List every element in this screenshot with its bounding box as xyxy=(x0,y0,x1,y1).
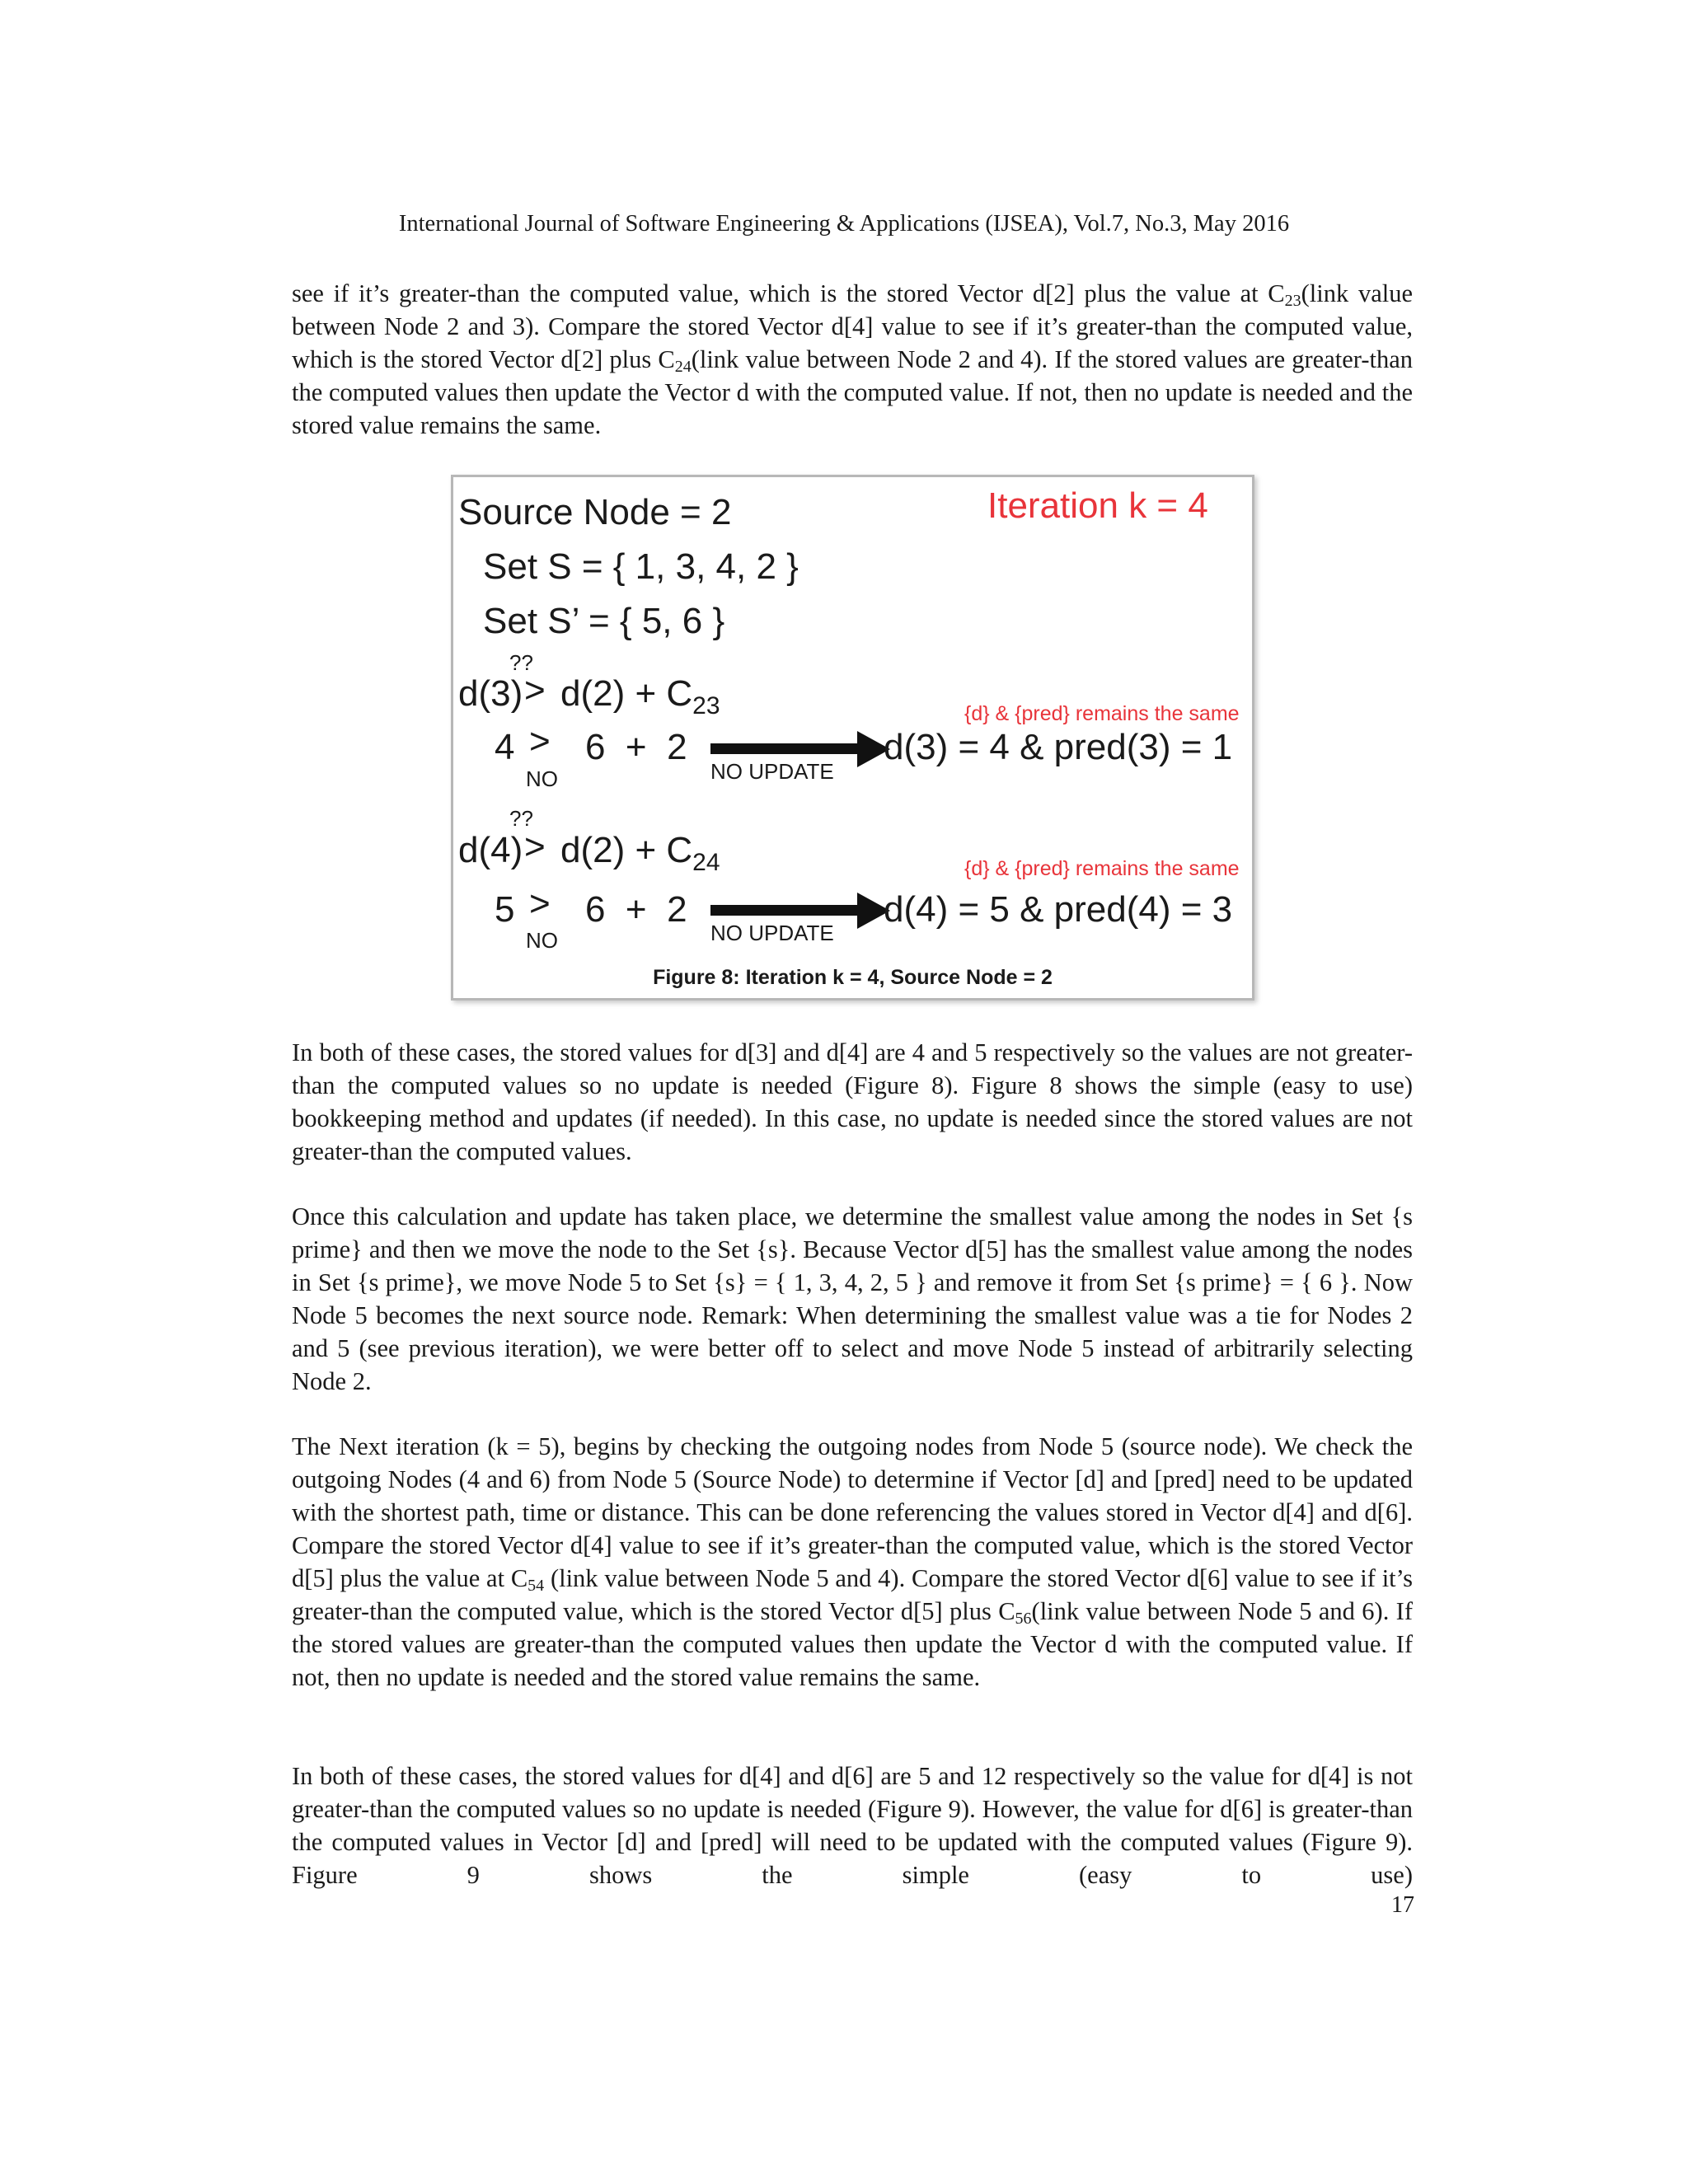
row2-val-lhs: 5 xyxy=(495,889,515,930)
paragraph-3: Once this calculation and update has taken place, we determine the smallest value among the nodes in Set {s prime} and then we move the node to the Set {s}. Because Vector d[5] has the smallest value among the nodes in Set {s prime}, we move Node 5 to Set {s} = { 1, 3, 4, 2, 5 } and remove it from Set {s prime} = { 6 }. Now Node 5 becomes the next source node. Remark: When determining the smallest value was a tie for Nodes 2 and 5 (see previous iteration), we were better off to select and move Node 5 instead of arbitrarily selecting Node 2. xyxy=(292,1202,1413,1395)
paragraph-2: In both of these cases, the stored values for d[3] and d[4] are 4 and 5 respectively so the values are not greater-than the computed values so no update is needed (Figure 8). Figure 8 shows the simple (easy to use) bookkeeping method and updates (if needed). In this case, no update is needed since the stored values are not greater-than the computed values. xyxy=(292,1038,1413,1165)
row1-result: d(3) = 4 & pred(3) = 1 xyxy=(884,727,1233,767)
row1-remains-note: {d} & {pred} remains the same xyxy=(964,702,1240,725)
row1-gt: > xyxy=(524,670,546,710)
row1-arrow-shaft xyxy=(710,743,860,754)
row1-lhs: d(3) xyxy=(458,673,523,714)
row2-no: NO xyxy=(526,928,558,953)
row1-rhs: $d(2) + C_{23}$ xyxy=(560,673,720,719)
iteration-label: Iteration k = 4 xyxy=(987,485,1208,526)
row1-val-lhs: 4 xyxy=(495,727,515,767)
row2-arrow-shaft xyxy=(710,905,860,916)
set-s-label: Set S = { 1, 3, 4, 2 } xyxy=(483,546,799,587)
row1-no: NO xyxy=(526,766,558,791)
row2-val-rhs: 6 + 2 xyxy=(585,889,687,930)
question-marks-1: ?? xyxy=(509,650,533,675)
row2-gt: > xyxy=(524,827,546,867)
page-number: 17 xyxy=(1391,1892,1414,1918)
row1-val-gt: > xyxy=(529,721,551,762)
paragraph-1: see if it’s greater-than the computed value, which is the stored Vector d[2] plus the value at $C_{23}(link$ value between Node 2 and 3). Compare the stored Vector d[4] value to see if it’s greater-than the computed value, which is the stored Vector d[2] plus $C_{24}(link$ value between Node 2 and 4). If the stored values are greater-than the computed values then update the Vector d with the computed value. If not, then no update is needed and the stored value remains the same. xyxy=(292,279,1413,439)
question-marks-2: ?? xyxy=(509,806,533,831)
row2-result: d(4) = 5 & pred(4) = 3 xyxy=(884,889,1233,930)
figure-8 xyxy=(451,475,1254,1001)
figure-caption: Figure 8: Iteration k = 4, Source Node = 2 xyxy=(653,966,1053,989)
row1-val-rhs: 6 + 2 xyxy=(585,727,687,767)
row2-remains-note: {d} & {pred} remains the same xyxy=(964,857,1240,880)
paragraph-4: The Next iteration (k = 5), begins by checking the outgoing nodes from Node 5 (source node). We check the outgoing Nodes (4 and 6) from Node 5 (Source Node) to determine if Vector [d] and [pred] need to be updated with the shortest path, time or distance. This can be done referencing the values stored in Vector d[4] and d[6]. Compare the stored Vector d[4] value to see if it’s greater-than the computed value, which is the stored Vector d[5] plus the value at $C_{54}$ (link value between Node 5 and 4). Compare the stored Vector d[6] value to see if it’s greater-than the computed value, which is the stored Vector d[5] plus $C_{56}(link$ value between Node 5 and 6). If the stored values are greater-than the computed values then update the Vector d with the computed value. If not, then no update is needed and the stored value remains the same. xyxy=(292,1432,1413,1691)
set-s-prime-label: Set S’ = { 5, 6 } xyxy=(483,601,725,641)
row1-no-update: NO UPDATE xyxy=(710,759,834,784)
journal-header: International Journal of Software Engineering & Applications (IJSEA), Vol.7, No.3, May 2016 xyxy=(398,211,1290,237)
paragraph-5: In both of these cases, the stored values for d[4] and d[6] are 5 and 12 respectively so the value for d[4] is not greater-than the computed values so no update is needed (Figure 9). However, the value for d[6] is greater-than the computed values in Vector [d] and [pred] will need to be updated with the computed values (Figure 9). Figure 9 shows the simple (easy to use) xyxy=(292,1762,1413,1889)
row2-no-update: NO UPDATE xyxy=(710,921,834,945)
row2-val-gt: > xyxy=(529,883,551,924)
row2-rhs: $d(2) + C_{24}$ xyxy=(560,830,720,876)
row2-lhs: d(4) xyxy=(458,830,523,870)
source-node-label: Source Node = 2 xyxy=(458,492,732,532)
